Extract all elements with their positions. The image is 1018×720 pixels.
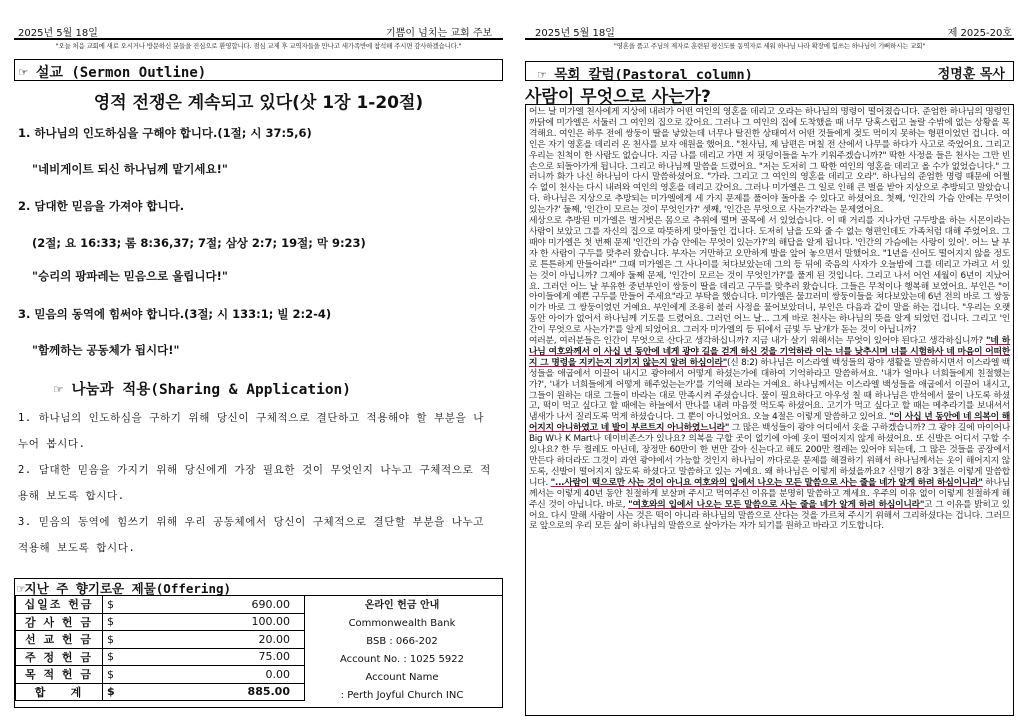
- offering-total-row: [16, 683, 305, 701]
- currency-sign: $: [103, 596, 126, 614]
- offering-heading: ☞지난 주 향기로운 제물(Offering): [17, 581, 232, 596]
- offering-title-bar: [15, 579, 502, 596]
- right-header-date: 2025년 5월 18일: [535, 28, 615, 39]
- column-paragraph: 어느 날 미가엘 천사에게 지상에 내려가 어떤 여인의 영혼을 데리고 오라는 하나님의 명령이 떨어졌습니다. 준엄한 하나님의 명령인 까닭에 미가엘은 서둘러 그 여인의 집으로 갔어요. 그러나 그 여인의 집에 도착했을 때 너무 당혹스럽고 놀랄 수밖에 없는 상황을 목격해요. 여인은 하루 전에 쌍둥이 딸을 낳았는데 너무나 탈진한 상태여서 어떤 것들에게 젖도 먹이지 못하는 형편이었던 겁니다. 여인은 자기 영혼을 데리러 온 천사를 보자 애원을 했어요. "천사님, 제 남편은 며칠 전 산에서 나무를 하다가 사고로 죽었어요. 그리고 우리는 친척이 한 사람도 없습니다. 지금 나를 데리고 가면 저 핏덩이들을 누가 키워주겠습니까?" 딱한 사정을 들은 천사는 그만 빈손으로 되돌아가게 됩니다. 그리고 하나님께 말씀을 드렸어요. "저는 도저히 그 딱한 여인의 영혼을 데리고 올 수가 없었습니다." 그러니까 화가 나신 하나님이 다시 말씀하셨어요. "가라. 그리고 그 여인의 영혼을 데리고 오라". 하나님의 준엄한 명령 때문에 어쩔 수 없이 천사는 다시 내려와 여인의 영혼을 데리고 갔어요. 그러나 미가엘은 그 일로 인해 큰 벌을 받아 지상으로 추방되고 말았습니다. 하나님은 지상으로 추방되는 미가엘에게 세 가지 문제를 풀어야 돌아올 수 있다고 하셨어요. 첫째, '인간의 가슴 안에는 무엇이 있는가?' 둘째, '인간이 모르는 것이 무엇인가?' 셋째, '인간은 무엇으로 사는가?'라는 문제였어요.: [529, 107, 1010, 216]
- offering-total-amount: 885.00: [125, 683, 305, 701]
- sermon-heading-box: [14, 59, 503, 81]
- sharing-question-2: 2. 담대한 믿음을 가지기 위해 당신에게 가장 필요한 것이 무엇인지 나누고 구체적으로 적용해 보도록 합시다.: [18, 464, 491, 502]
- scripture-quote: "여호와의 입에서 나오는 모든 말씀으로 사는 줄을 네가 알게 하려 하심이니라": [628, 499, 925, 510]
- right-header-issue: 제 2025-20호: [947, 28, 1012, 39]
- scripture-quote: "네 하나님 여호와께서 이 사십 년 동안에 네게 광야 길을 걷게 하신 것을 기억하라 이는 너를 낮추시며 너를 시험하사 네 마음이 어떠한지 그 명령을 지키는지 지키지 않는지 알려 하심이라": [529, 336, 1010, 368]
- currency-sign: $: [103, 613, 126, 631]
- left-header-name: 기쁨이 넘치는 교회 주보: [386, 28, 493, 39]
- account-name-label: Account Name: [365, 672, 439, 683]
- sermon-point-2: 2. 담대한 믿음을 가져야 합니다.: [18, 199, 185, 213]
- offering-row: [16, 613, 305, 631]
- offering-label: 주 정 헌 금: [16, 648, 103, 666]
- offering-row: [16, 596, 305, 614]
- right-header: [525, 24, 1014, 40]
- bank-name: Commonwealth Bank: [348, 618, 456, 629]
- pastoral-body: [525, 104, 1014, 716]
- left-page: [14, 0, 503, 720]
- sermon-point-2-slogan: "승리의 팡파레는 믿음으로 울립니다!": [32, 269, 228, 283]
- column-text: 여러분, 여러분들은 인간이 무엇으로 산다고 생각하십니까? 지금 내가 살기 위해서는 무엇이 있어야 된다고 생각하십니까?: [529, 336, 983, 347]
- online-offering-title: 온라인 헌금 안내: [364, 600, 440, 611]
- column-text: 고 그 이유를 밝히고 있어요. 다시 말해 사람이 사는 것은 떡이 아니라 하나님의 말씀으로 산다는 것을 가르쳐 주시기 위해서 그리하셨다는 겁니다. 그러므로 앞으로의 우리 모든 삶이 하나님의 말씀으로 살아가는 자가 되기를 원하고 바라고 기도합니다.: [529, 499, 1010, 532]
- currency-sign: $: [103, 666, 126, 684]
- sermon-heading: ☞ 설교 (Sermon Outline): [19, 65, 207, 81]
- offering-row: [16, 666, 305, 684]
- sermon-title: 영적 전쟁은 계속되고 있다(삿 1장 1-20절): [93, 93, 424, 113]
- scripture-quote: "...사람이 떡으로만 사는 것이 아니요 여호와의 입에서 나오는 모든 말씀으로 사는 줄을 네가 알게 하려 하심이니라": [550, 477, 983, 488]
- offering-label: 감 사 헌 금: [16, 613, 103, 631]
- sermon-point-3-slogan: "함께하는 공동체가 됩시다!": [32, 343, 180, 357]
- account-number: Account No. : 1025 5922: [340, 654, 464, 665]
- offering-row: [16, 648, 305, 666]
- sharing-question-1: 1. 하나님의 인도하심을 구하기 위해 당신이 구체적으로 결단하고 적용해야 할 부분을 나누어 봅시다.: [18, 412, 484, 450]
- offering-amount: 20.00: [125, 631, 305, 649]
- offering-amount: 0.00: [125, 666, 305, 684]
- offering-label: 목 적 헌 금: [16, 666, 103, 684]
- offering-amount: 75.00: [125, 648, 305, 666]
- pastoral-heading-box: [525, 61, 1014, 81]
- sermon-point-3: 3. 믿음의 동역에 힘써야 합니다.(3절; 시 133:1; 빌 2:2-4): [18, 307, 332, 321]
- offering-amount: 690.00: [125, 596, 305, 614]
- welcome-notice: "오늘 처음 교회에 새로 오시거나 방문하신 분들을 진심으로 환영합니다. 점심 교제 후 교역자들을 만나고 새가족반에 참석해 주시면 감사하겠습니다.": [55, 42, 462, 50]
- sharing-heading: ☞ 나눔과 적용(Sharing & Application): [54, 382, 352, 398]
- church-vision: "영혼을 품고 주님의 제자로 훈련된 평신도를 동역자로 세워 하나님 나라 확장에 힘쓰는 하나님이 기뻐하시는 교회": [613, 42, 926, 50]
- sharing-question-3: 3. 믿음의 동역에 힘쓰기 위해 우리 공동체에서 당신이 구체적으로 결단할 부분을 나누고 적용해 보도록 합시다.: [18, 516, 484, 554]
- left-header-date: 2025년 5월 18일: [18, 28, 98, 39]
- offering-label: 선 교 헌 금: [16, 631, 103, 649]
- column-text: (신 8:2) 하나님은 이스라엘 백성들의 광야 생활을 말씀하시면서 이스라엘 백성들을 애굽에서 이끌어 내시고 광야에서 어떻게 하셨는가에 대하여 기억하라고 말씀하셔요. '내가 얼마나 너희들에게 친절했는가?', '내가 너희들에게 어떻게 해주었는는가'를 기억해 보라는 거예요. 하나님께서는 이스라엘 백성들을 애굽에서 이끌어 내시고, 그들이 원하는 대로 그들이 바라는 대로 만족시켜 주셨습니다. 물이 필요하다고 아우성 칠 때 하나님은 반석에서 물이 나도록 하셨고, 떡이 먹고 싶다고 할 때에는 하늘에서 만나를 내려 마음껏 먹도록 하셨어요. 고기가 먹고 싶다고 할 때는 메추라기를 보내셔서 냄새가 나서 질리도록 먹게 하셨습니다. 그 뿐이 아니었어요. 오늘 4절은 이렇게 말씀하고 있어요.: [529, 357, 1010, 423]
- offering-total-label: 합 계: [16, 683, 103, 701]
- currency-sign: $: [103, 631, 126, 649]
- sermon-point-1: 1. 하나님의 인도하심을 구해야 합니다.(1절; 시 37:5,6): [18, 126, 312, 140]
- sermon-point-1-slogan: "네비게이트 되신 하나님께 맡기세요!": [32, 162, 228, 176]
- scripture-quote: "이 사십 년 동안에 네 의복이 해어지지 아니하였고 네 발이 부르트지 아니하였느니라": [529, 412, 1010, 434]
- offering-label: 십일조 헌금: [16, 596, 103, 614]
- right-page: [525, 0, 1014, 720]
- account-name: : Perth Joyful Church INC: [340, 690, 464, 701]
- column-text: 그 많은 백성들이 광야 어디에서 옷을 구하겠습니까? 그 광야 길에 마이어나 Big W나 K Mart나 데이비존스가 있나요? 의복을 구할 곳이 없기에 아예 옷이 떨어지지 않게 하셨어요. 또 신발은 어디서 구할 수 있나요? 한 두 켤레도 아닌데, 장정만 60만이 한 번만 갈아 신는다고 해도 200만 켤레는 있어야 되는데, 그 많은 것들을 공장에서 만든다 하더라도 그것이 과연 광야에서 가능할 것인지 하나님이 까다로운 문제를 해결하기 위해서 하나님께서는 옷이 해어지지 않도록, 신발이 떨어지지 않도록 하셨다고 말씀하고 있는 거예요. 왜 하나님은 이렇게 하셨을까요? 신명기 8장 3절은 이렇게 말씀합니다.: [529, 423, 1010, 488]
- offering-amount: 100.00: [125, 613, 305, 631]
- pastoral-title: 사람이 무엇으로 사는가?: [525, 87, 711, 107]
- pastoral-heading: ☞ 목회 칼럼(Pastoral column): [538, 67, 753, 83]
- offering-table: [15, 595, 305, 701]
- pastoral-author: 정명훈 목사: [937, 67, 1005, 82]
- sermon-point-2-refs: (2절; 요 16:33; 롬 8:36,37; 7절; 삼상 2:7; 19절; 막 9:23): [32, 236, 366, 250]
- online-offering-info: [307, 597, 497, 705]
- currency-sign: $: [103, 648, 126, 666]
- bsb-number: BSB : 066-202: [366, 636, 438, 647]
- left-header: [14, 24, 503, 40]
- currency-sign: $: [103, 683, 126, 701]
- column-text: 하나님께서는 이렇게 40년 동안 친절하게 보살펴 주시고 먹여주신 이유를 분명히 말씀하고 계세요. 우주의 이유 없이 이렇게 친절하게 해 주신 것이 아닙니다. 바로,: [529, 477, 1011, 510]
- offering-box: [14, 578, 503, 708]
- column-paragraph: 세상으로 추방된 미가엘은 벌거벗은 몸으로 추위에 떨며 골목에 서 있었습니다. 이 때 거리를 지나가던 구두방을 하는 시몬이라는 사람이 보았고 그를 자신의 집으로 따뜻하게 맞아들인 겁니다. 도저히 남을 도와 줄 수 없는 형편인데도 가족처럼 대해 주었어요. 그때야 미가엘은 첫 번째 문제 '인간의 가슴 안에는 무엇이 있는가?'의 해답을 알게 됩니다. '인간의 가슴에는 사랑이 있어'. 어느 날 부자 한 사람이 구두를 맞추러 왔습니다. 부자는 거만하고 오만하게 발을 앞어 놓으면서 말했어요. "1년을 신어도 떨어지지 않을 정도로 튼튼하게 만들어라!" 그때 미가엘은 그 사나이를 쳐다보았는데 그의 등 뒤에 죽음의 사자가 오늘밤에 그를 데리고 가려고 서 있는 것이 아닙니까? 그제야 둘째 문제, '인간이 모르는 것이 무엇인가?'를 풀게 된 것입니다. 그리고 나서 어언 세월이 6년이 지났어요. 그러던 어느 날 부유한 중년부인이 쌍둥이 딸을 데리고 구두를 맞추러 왔습니다. 그들은 무척이나 행복해 보였어요. 부인은 "이 아이들에게 예쁜 구두를 만들어 주세요"라고 부탁을 했습니다. 미가엘은 물끄러미 쌍둥이들을 쳐다보았는데 6년 전의 바로 그 쌍둥이가 바로 그 쌍둥이였던 거예요. 부인에게 조용히 불러 사정을 물어보았더니, 부인은 다음과 같이 말을 하는 겁니다. "우리는 오랫동안 아이가 없어서 하나님께 기도를 드렸어요. 그러던 어느 날... 그게 바로 천사는 하나님의 뜻을 알게 되었던 겁니다. 그리고 '인간이 무엇으로 사는가?'를 알게 되었어요. 그러자 미가엘의 등 뒤에서 금빛 두 날개가 돋는 것이 아닙니까?: [529, 216, 1010, 336]
- offering-row: [16, 631, 305, 649]
